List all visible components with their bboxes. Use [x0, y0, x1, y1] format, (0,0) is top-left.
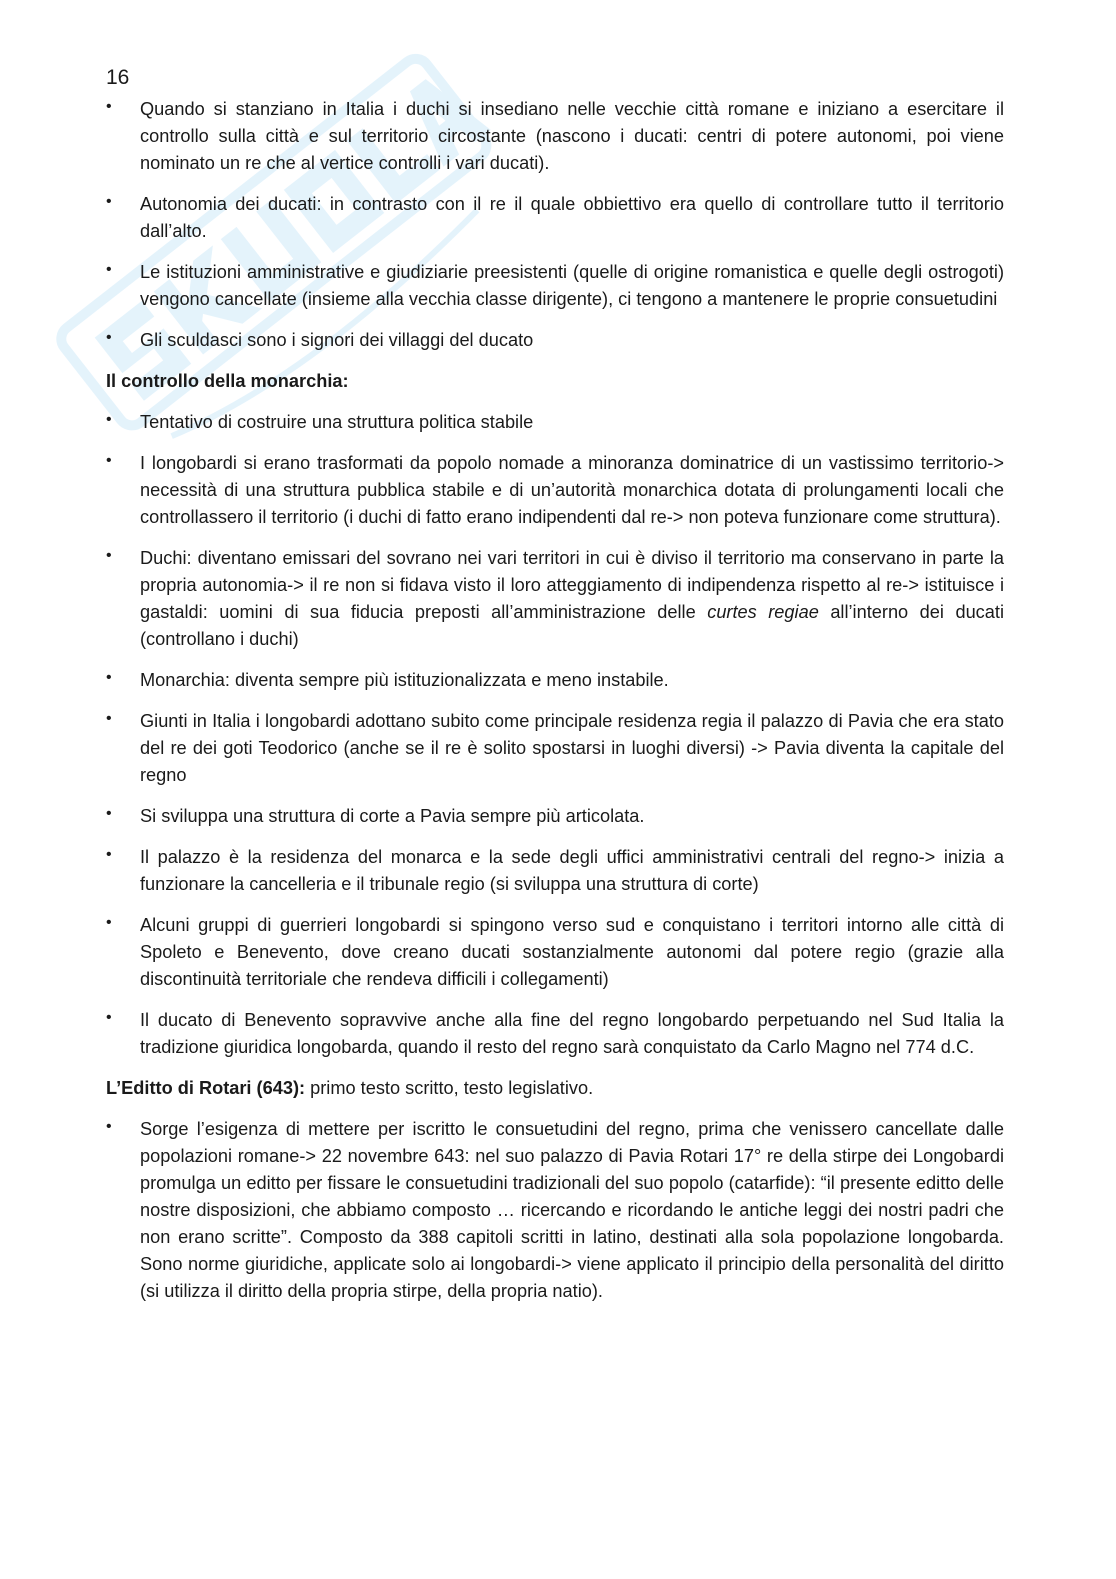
list-item: [106, 450, 1004, 531]
bullet-icon: •: [106, 261, 112, 278]
list-item: [106, 409, 1004, 436]
list-item-text: Si sviluppa una struttura di corte a Pavia sempre più articolata.: [140, 806, 645, 826]
list-item: [106, 912, 1004, 993]
list-item-text: Le istituzioni amministrative e giudiziarie preesistenti (quelle di origine romanistica e quelle degli ostrogoti) vengono cancellate (insieme alla vecchia classe dirigente), ci tengono a mantenere le proprie consuetudini: [140, 262, 1004, 309]
list-item-text: Gli sculdasci sono i signori dei villaggi del ducato: [140, 330, 534, 350]
list-item-text: Sorge l’esigenza di mettere per iscritto le consuetudini del regno, prima che venissero cancellate dalle popolazioni romane-> 22 novembre 643: nel suo palazzo di Pavia Rotari 17° re della stirpe dei Longobardi promulga un editto per fissare le consuetudini tradizionali del suo popolo (catarfide): “il presente editto delle nostre disposizioni, che abbiamo composto … ricercando e ricordando le antiche leggi dei nostri padri che non erano scritte”. Composto da 388 capitoli scritti in latino, destinati alla sola popolazione longobarda. Sono norme giuridiche, applicate solo ai longobardi-> viene applicato il principio della personalità del diritto (si utilizza il diritto della propria stirpe, della propria natio).: [140, 1119, 1004, 1301]
list-item: [106, 803, 1004, 830]
list-item-text: Autonomia dei ducati: in contrasto con il re il quale obbiettivo era quello di controllare tutto il territorio dall’alto.: [140, 194, 1004, 241]
bullet-icon: •: [106, 914, 112, 931]
heading-subtitle: primo testo scritto, testo legislativo.: [305, 1078, 594, 1098]
list-item-text: Monarchia: diventa sempre più istituzionalizzata e meno instabile.: [140, 670, 669, 690]
bullet-icon: •: [106, 452, 112, 469]
document-content: [106, 64, 1004, 1319]
bullet-icon: •: [106, 1009, 112, 1026]
section-heading-editto: [106, 1075, 1004, 1102]
list-item-text: I longobardi si erano trasformati da popolo nomade a minoranza dominatrice di un vastissimo territorio-> necessità di una struttura pubblica stabile e di un’autorità monarchica dotata di prolungamenti locali che controllassero il territorio (i duchi di fatto erano indipendenti dal re-> non poteva funzionare come struttura).: [140, 453, 1004, 527]
list-item: [106, 96, 1004, 177]
monarchia-bullet-list: [106, 409, 1004, 1061]
list-item-italic-term: curtes regiae: [707, 602, 819, 622]
list-item-text: Quando si stanziano in Italia i duchi si insediano nelle vecchie città romane e iniziano a esercitare il controllo sulla città e sul territorio circostante (nascono i ducati: centri di potere autonomi, poi viene nominato un re che al vertice controlli i vari ducati).: [140, 99, 1004, 173]
list-item: [106, 667, 1004, 694]
bullet-icon: •: [106, 193, 112, 210]
list-item: [106, 708, 1004, 789]
list-item: [106, 1116, 1004, 1305]
bullet-icon: •: [106, 846, 112, 863]
editto-bullet-list: [106, 1116, 1004, 1305]
section-heading-monarchia: [106, 368, 1004, 395]
bullet-icon: •: [106, 669, 112, 686]
page-number: 16: [106, 66, 130, 89]
list-item: [106, 327, 1004, 354]
ducati-bullet-list: [106, 96, 1004, 354]
bullet-icon: •: [106, 1118, 112, 1135]
heading-text: L’Editto di Rotari (643):: [106, 1078, 306, 1098]
list-item: [106, 545, 1004, 653]
list-item-text: Giunti in Italia i longobardi adottano subito come principale residenza regia il palazzo di Pavia che era stato del re dei goti Teodorico (anche se il re è solito spostarsi in luoghi diversi) -> Pavia diventa la capitale del regno: [140, 711, 1004, 785]
list-item-text: Il ducato di Benevento sopravvive anche alla fine del regno longobardo perpetuando nel Sud Italia la tradizione giuridica longobarda, quando il resto del regno sarà conquistato da Carlo Magno nel 774 d.C.: [140, 1010, 1004, 1057]
list-item: [106, 1007, 1004, 1061]
list-item-text: Tentativo di costruire una struttura politica stabile: [140, 412, 534, 432]
list-item: [106, 844, 1004, 898]
list-item-text: Alcuni gruppi di guerrieri longobardi si spingono verso sud e conquistano i territori intorno alle città di Spoleto e Benevento, dove creano ducati sostanzialmente autonomi dal potere regio (grazie alla discontinuità territoriale che rendeva difficili i collegamenti): [140, 915, 1004, 989]
bullet-icon: •: [106, 710, 112, 727]
bullet-icon: •: [106, 805, 112, 822]
bullet-icon: •: [106, 547, 112, 564]
list-item-text: Il palazzo è la residenza del monarca e la sede degli uffici amministrativi centrali del regno-> inizia a funzionare la cancelleria e il tribunale regio (si sviluppa una struttura di corte): [140, 847, 1004, 894]
list-item: [106, 191, 1004, 245]
heading-text: Il controllo della monarchia:: [106, 371, 349, 391]
bullet-icon: •: [106, 98, 112, 115]
list-item-text: Duchi: diventano emissari del sovrano nei vari territori in cui è diviso il territorio ma conservano in parte la propria autonomia-> il re non si fidava visto il loro atteggiamento di indipendenza rispetto al re-> istituisce i gastaldi: uomini di sua fiducia preposti all’amministrazione delle: [140, 548, 1004, 622]
list-item-text: all’interno dei ducati (controllano i duchi): [140, 602, 1004, 649]
bullet-icon: •: [106, 329, 112, 346]
bullet-icon: •: [106, 411, 112, 428]
list-item: [106, 259, 1004, 313]
